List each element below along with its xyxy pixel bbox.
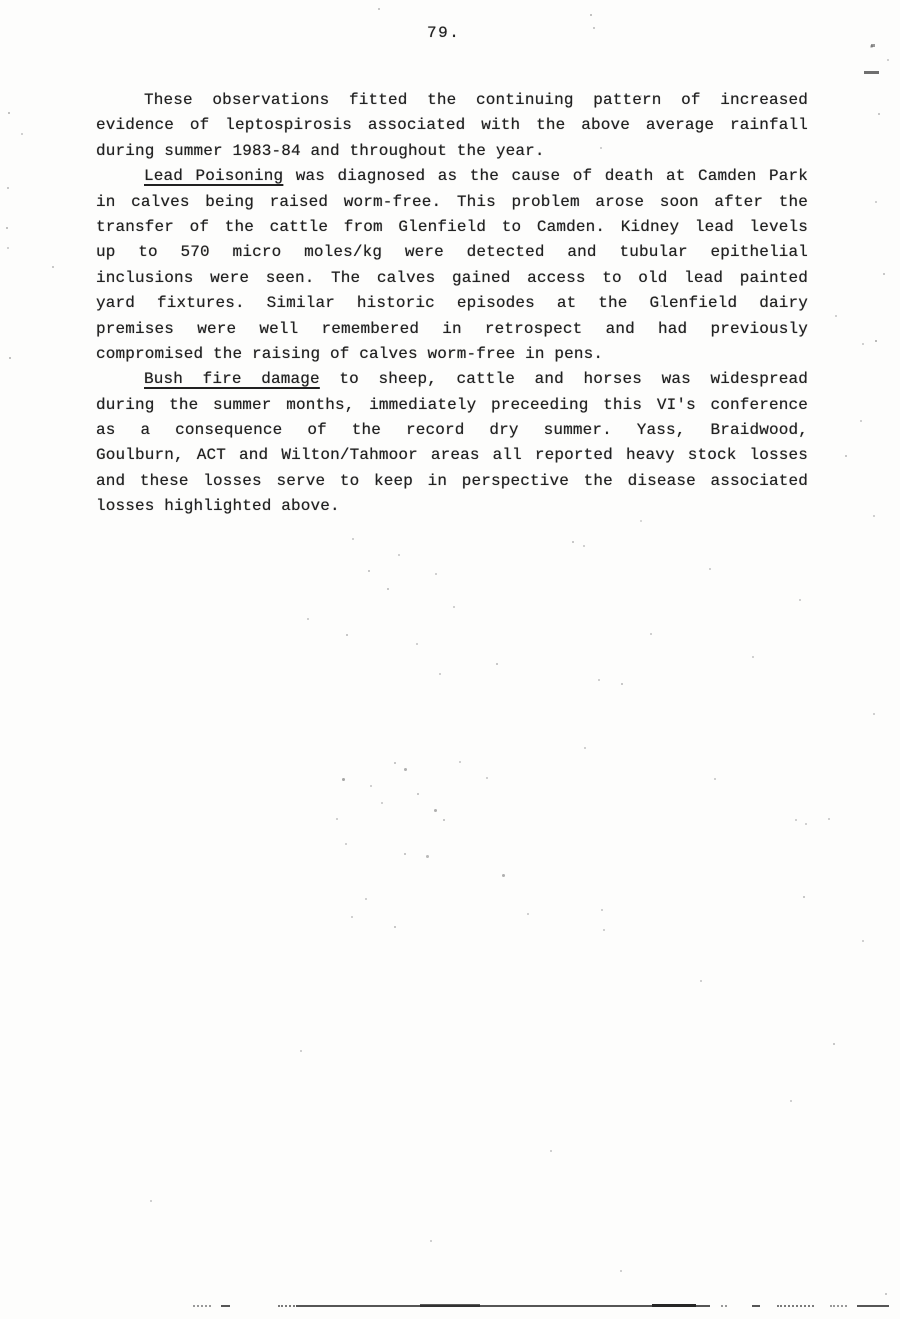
scan-speckle — [370, 785, 372, 787]
scan-speckle — [805, 823, 807, 825]
scan-speckle — [700, 980, 702, 982]
scan-speckle — [873, 515, 875, 517]
text-line — [96, 215, 808, 240]
text-segment: losses highlighted above. — [96, 497, 340, 516]
page-edge-artifact — [420, 1304, 480, 1307]
scan-speckle — [394, 926, 396, 928]
text-segment: inclusions were seen. The calves gained access to old lead painted — [96, 268, 808, 287]
scan-speckle — [583, 545, 585, 547]
scan-speckle — [430, 1240, 432, 1242]
scan-speckle — [496, 663, 498, 665]
scan-speckle — [660, 305, 662, 307]
scan-speckle — [883, 273, 885, 275]
scan-speckle — [387, 588, 389, 590]
scan-speckle — [835, 315, 837, 317]
scan-speckle — [550, 1150, 552, 1152]
scan-speckle — [404, 853, 406, 855]
scan-speckle — [590, 14, 592, 16]
scan-speckle — [540, 170, 542, 172]
text-line — [96, 494, 808, 519]
scan-speckle — [394, 762, 396, 764]
scan-speckle — [875, 340, 877, 342]
scan-speckle — [650, 633, 652, 635]
underlined-phrase: Lead Poisoning — [144, 167, 284, 186]
scan-speckle — [417, 793, 419, 795]
scan-speckle — [572, 541, 574, 543]
text-line — [96, 113, 808, 138]
page-edge-artifact — [752, 1305, 760, 1307]
scan-speckle — [709, 568, 711, 570]
scan-speckle — [520, 250, 522, 252]
scan-speckle — [828, 818, 830, 820]
scan-speckle — [640, 520, 642, 522]
scan-speckle — [870, 45, 873, 48]
scan-speckle — [584, 747, 586, 749]
text-line — [96, 342, 808, 367]
scan-speckle — [336, 818, 338, 820]
scan-speckle — [150, 1200, 152, 1202]
text-segment: to sheep, cattle and horses was widespread — [319, 370, 808, 389]
scan-speckle — [416, 643, 418, 645]
scan-speckle — [435, 573, 437, 575]
scan-speckle — [527, 913, 529, 915]
text-line — [96, 164, 808, 189]
scan-speckle — [8, 112, 10, 114]
text-line — [96, 367, 808, 392]
text-line — [96, 443, 808, 468]
scan-speckle — [862, 343, 864, 345]
page-edge-artifact — [777, 1305, 814, 1307]
scan-speckle — [453, 606, 455, 608]
page-edge-artifact — [857, 1305, 889, 1307]
scan-speckle — [833, 1043, 835, 1045]
text-segment: compromised the raising of calves worm-free in pens. — [96, 344, 604, 363]
scan-speckle — [885, 1293, 887, 1295]
text-segment: was diagnosed as the cause of death at Camden Park — [283, 167, 808, 186]
scan-speckle — [598, 679, 600, 681]
scan-speckle — [443, 819, 445, 821]
scan-speckle — [803, 896, 805, 898]
text-segment: evidence of leptospirosis associated with the above average rainfall — [96, 116, 808, 135]
text-segment: yard fixtures. Similar historic episodes at the Glenfield dairy — [96, 294, 808, 313]
scan-speckle — [300, 1050, 302, 1052]
scan-speckle — [620, 1270, 622, 1272]
text-block — [96, 88, 808, 520]
scan-speckle — [345, 843, 347, 845]
text-line — [96, 88, 808, 113]
text-segment: up to 570 micro moles/kg were detected and tubular epithelial — [96, 243, 808, 262]
scan-speckle — [434, 809, 437, 812]
scan-speckle — [368, 570, 370, 572]
text-segment: and these losses serve to keep in perspective the disease associated — [96, 471, 808, 490]
scan-speckle — [352, 538, 354, 540]
text-segment: These observations fitted the continuing pattern of increased — [144, 91, 808, 109]
scan-speckle — [486, 777, 488, 779]
text-line — [96, 139, 808, 164]
scan-speckle — [878, 113, 880, 115]
scan-speckle — [875, 201, 877, 203]
scan-speckle — [887, 59, 889, 61]
scan-mark — [864, 71, 879, 74]
scan-speckle — [790, 1100, 792, 1102]
scan-speckle — [351, 916, 353, 918]
text-line — [96, 291, 808, 316]
scan-speckle — [862, 940, 864, 942]
page-edge-artifact — [193, 1305, 211, 1307]
scan-speckle — [799, 599, 801, 601]
underlined-phrase: Bush fire damage — [144, 370, 320, 389]
paragraph — [96, 88, 808, 164]
scan-speckle — [752, 656, 754, 658]
page-edge-artifact — [721, 1305, 727, 1307]
text-segment: transfer of the cattle from Glenfield to Camden. Kidney lead levels — [96, 217, 808, 236]
text-line — [96, 393, 808, 418]
scan-speckle — [459, 761, 461, 763]
scan-speckle — [426, 855, 429, 858]
scan-speckle — [365, 898, 367, 900]
text-segment: premises were well remembered in retrospect and had previously — [96, 319, 808, 338]
scan-speckle — [502, 874, 505, 877]
text-segment: as a consequence of the record dry summer. Yass, Braidwood, — [96, 421, 808, 440]
scan-speckle — [601, 909, 603, 911]
text-line — [96, 190, 808, 215]
scan-speckle — [6, 227, 8, 229]
text-segment: during summer 1983-84 and throughout the year. — [96, 141, 545, 160]
scan-speckle — [439, 673, 441, 675]
scan-speckle — [21, 133, 23, 135]
scan-speckle — [603, 929, 605, 931]
page-edge-artifact — [652, 1304, 696, 1307]
scan-speckle — [420, 300, 422, 302]
page-edge-artifact — [278, 1305, 298, 1307]
text-segment: in calves being raised worm-free. This problem arose soon after the — [96, 192, 808, 211]
scan-speckle — [398, 554, 400, 556]
page-edge-artifact — [221, 1305, 230, 1307]
text-segment: during the summer months, immediately preceeding this VI's conference — [96, 395, 808, 414]
text-line — [96, 317, 808, 342]
scan-speckle — [795, 819, 797, 821]
text-line — [96, 266, 808, 291]
scan-speckle — [860, 420, 862, 422]
text-segment: Goulburn, ACT and Wilton/Tahmoor areas all reported heavy stock losses — [96, 446, 808, 465]
scan-speckle — [52, 266, 54, 268]
paragraph — [96, 367, 808, 519]
page-edge-artifact — [296, 1305, 710, 1307]
text-line — [96, 418, 808, 443]
paragraph — [96, 164, 808, 367]
scan-speckle — [845, 455, 847, 457]
scan-speckle — [381, 802, 383, 804]
scan-speckle — [378, 8, 380, 10]
scan-speckle — [346, 634, 348, 636]
scan-speckle — [342, 778, 345, 781]
page-edge-artifact — [830, 1305, 847, 1307]
text-line — [96, 469, 808, 494]
scan-speckle — [600, 147, 602, 149]
scan-speckle — [873, 713, 875, 715]
page-number: 79. — [427, 24, 461, 42]
scan-speckle — [7, 247, 9, 249]
scan-speckle — [7, 187, 9, 189]
scan-speckle — [593, 27, 595, 29]
scan-speckle — [307, 618, 309, 620]
scan-speckle — [404, 768, 407, 771]
scan-speckle — [9, 357, 11, 359]
text-line — [96, 240, 808, 265]
scan-speckle — [714, 778, 716, 780]
scan-speckle — [640, 95, 642, 97]
scan-speckle — [621, 683, 623, 685]
